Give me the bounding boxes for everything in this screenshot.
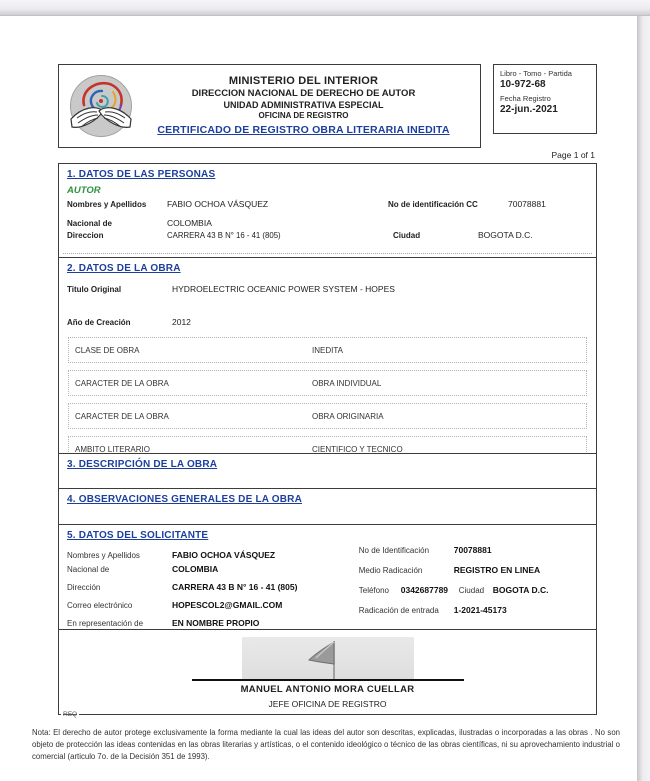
direccion-label: Dirección [67,583,101,592]
signatory-name: MANUEL ANTONIO MORA CUELLAR [240,684,415,695]
fecha-registro-label: Fecha Registro [500,94,551,103]
radicacion-entrada-label: Radicación de entrada [358,606,439,615]
signatory-role: JEFE OFICINA DE REGISTRO [268,699,387,709]
nombres-label: Nombres y Apellidos [67,200,147,209]
telefono-label: Teléfono [358,586,389,595]
header-box [58,64,481,148]
obra-attribute-row [68,403,587,429]
legal-note: Nota: El derecho de autor protege exclusivamente la forma mediante la cual las ideas del autor son descritas, explicadas, ilustradas o incorporadas a las obras . No son objeto de protección las ideas contenidas en las obras literarias y artísticas, o el contenido ideológico o técnico de las obras científicas, ni su aprovechamiento industrial o comercial (articulo 7o. de la Decisión 351 de 1993). [32,728,620,762]
section5-title: 5. DATOS DEL SOLICITANTE [67,530,209,541]
dnda-hands-spiral-icon [69,74,133,138]
unit-title: UNIDAD ADMINISTRATIVA ESPECIAL [223,100,384,111]
page-indicator: Page 1 of 1 [551,150,595,160]
fecha-registro-value: 22-jun.-2021 [500,104,558,115]
medio-radicacion-value: REGISTRO EN LINEA [453,565,541,575]
signature-box [58,629,597,718]
anio-creacion-label: Año de Creación [67,318,131,327]
autor-role-label: AUTOR [67,185,101,196]
clase-obra-label: CLASE DE OBRA [75,345,140,355]
correo-value: HOPESCOL2@GMAIL.COM [172,600,283,610]
section-datos-personas [58,163,597,258]
signature-image-area [242,637,414,679]
section-observaciones-obra [58,488,597,525]
section-descripcion-obra [58,453,597,489]
direccion-value: CARRERA 43 B N° 16 - 41 (805) [167,231,281,240]
dnda-logo [65,74,137,138]
representacion-label: En representación de [67,619,144,628]
header [58,64,597,148]
solicitante-left-column [67,545,359,628]
direction-title: DIRECCION NACIONAL DE DERECHO DE AUTOR [191,88,416,100]
libro-tomo-partida-value: 10-972-68 [500,79,546,90]
ciudad-label: Ciudad [458,586,485,595]
signature-flag-icon [288,639,368,679]
titulo-original-value: HYDROELECTRIC OCEANIC POWER SYSTEM - HOPES [172,284,395,294]
caracter-obra-label: CARACTER DE LA OBRA [75,411,169,421]
document-content [0,16,637,763]
section-datos-obra [58,257,597,454]
header-titles [137,75,474,138]
document-sheet [0,16,637,781]
signature-line [192,679,464,681]
ambito-literario-label: AMBITO LITERARIO [75,444,150,454]
certificate-title: CERTIFICADO DE REGISTRO OBRA LITERARIA INEDITA [157,124,450,137]
nacional-label: Nacional de [67,219,112,228]
radicacion-entrada-value: 1-2021-45173 [453,605,507,615]
direccion-value: CARRERA 43 B N° 16 - 41 (805) [172,582,298,592]
section2-title: 2. DATOS DE LA OBRA [67,263,181,274]
dotted-separator [63,253,592,254]
obra-attribute-row [68,337,587,363]
libro-tomo-partida-label: Libro - Tomo - Partida [500,69,572,78]
ciudad-label: Ciudad [393,231,421,240]
nombres-value: FABIO OCHOA VÁSQUEZ [167,199,269,209]
solicitante-right-column [359,545,588,628]
ministry-title: MINISTERIO DEL INTERIOR [228,74,379,87]
nacional-value: COLOMBIA [167,218,212,228]
ambito-literario-value: CIENTIFICO Y TECNICO [311,444,403,454]
titulo-original-label: Titulo Original [67,285,122,294]
representacion-value: EN NOMBRE PROPIO [172,618,260,628]
telefono-value: 0342687789 [400,585,449,595]
section4-title: 4. OBSERVACIONES GENERALES DE LA OBRA [67,494,303,505]
obra-attribute-row [68,370,587,396]
direccion-label: Direccion [67,231,104,240]
anio-creacion-value: 2012 [172,317,191,327]
caracter-obra-value: OBRA ORIGINARIA [311,411,384,421]
nacional-value: COLOMBIA [172,564,219,574]
nombres-value: FABIO OCHOA VÁSQUEZ [172,549,276,560]
identificacion-label: No de Identificación [358,546,430,555]
ciudad-value: BOGOTA D.C. [492,585,549,595]
req-mark: REQ [63,711,78,718]
window-top-bar [0,0,650,16]
nacional-label: Nacional de [67,565,110,574]
office-title: OFICINA DE REGISTRO [258,111,349,121]
identificacion-value: 70078881 [453,545,492,555]
identificacion-label: No de identificación CC [388,200,478,209]
registry-info-box [493,64,597,134]
caracter-obra-label: CARACTER DE LA OBRA [75,378,169,388]
caracter-obra-value: OBRA INDIVIDUAL [311,378,382,388]
nombres-label: Nombres y Apellidos [67,550,140,560]
medio-radicacion-label: Medio Radicación [358,566,423,575]
section1-title: 1. DATOS DE LAS PERSONAS [67,169,216,180]
correo-label: Correo electrónico [67,601,133,610]
ciudad-value: BOGOTA D.C. [478,230,533,240]
identificacion-value: 70078881 [508,199,546,209]
section3-title: 3. DESCRIPCIÓN DE LA OBRA [67,459,218,470]
page-edge-shadow [637,16,650,781]
section-datos-solicitante [58,524,597,630]
clase-obra-value: INEDITA [311,345,343,355]
